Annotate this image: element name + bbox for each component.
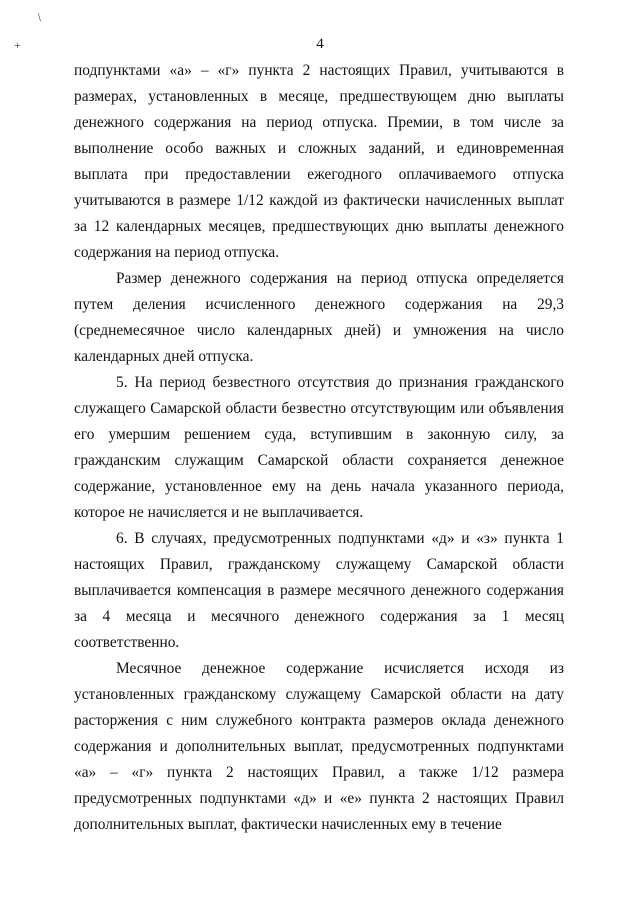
scan-mark: + (14, 38, 21, 52)
document-body (74, 58, 564, 838)
paragraph-vacation-pay: Размер денежного содержания на период отпуска определяется путем деления исчисленного денежного содержания на 29,3 (среднемесячное число календарных дней) и умножения на число календарных дней отпуска. (74, 270, 564, 365)
paragraph-item-5: 5. На период безвестного отсутствия до признания гражданского служащего Самарской области безвестно отсутствующим или объявления его умершим решением суда, вступившим в законную силу, за гражданским служащим Самарской области сохраняется денежное содержание, установленное ему на день начала указанного периода, которое не начисляется и не выплачивается. (74, 374, 564, 521)
paragraph-item-6: 6. В случаях, предусмотренных подпунктами «д» и «з» пункта 1 настоящих Правил, гражданскому служащему Самарской области выплачивается компенсация в размере месячного денежного содержания за 4 месяца и месячного денежного содержания за 1 месяц соответственно. (74, 530, 564, 651)
paragraph-monthly-pay: Месячное денежное содержание исчисляется исходя из установленных гражданскому служащему Самарской области на дату расторжения с ним служебного контракта размеров оклада денежного содержания и дополнительных выплат, предусмотренных подпунктами «а» – «г» пункта 2 настоящих Правил, а также 1/12 размера предусмотренных подпунктами «д» и «е» пункта 2 настоящих Правил дополнительных выплат, фактически начисленных ему в течение (74, 660, 564, 833)
scan-mark: / (34, 10, 45, 24)
page-number: 4 (316, 36, 324, 52)
paragraph-continuation: подпунктами «а» – «г» пункта 2 настоящих Правил, учитываются в размерах, установленных в месяце, предшествующем дню выплаты денежного содержания на период отпуска. Премии, в том числе за выполнение особо важных и сложных заданий, и единовременная выплата при предоставлении ежегодного оплачиваемого отпуска учитываются в размере 1/12 каждой из фактически начисленных выплат за 12 календарных месяцев, предшествующих дню выплаты денежного содержания на период отпуска. (74, 62, 564, 261)
